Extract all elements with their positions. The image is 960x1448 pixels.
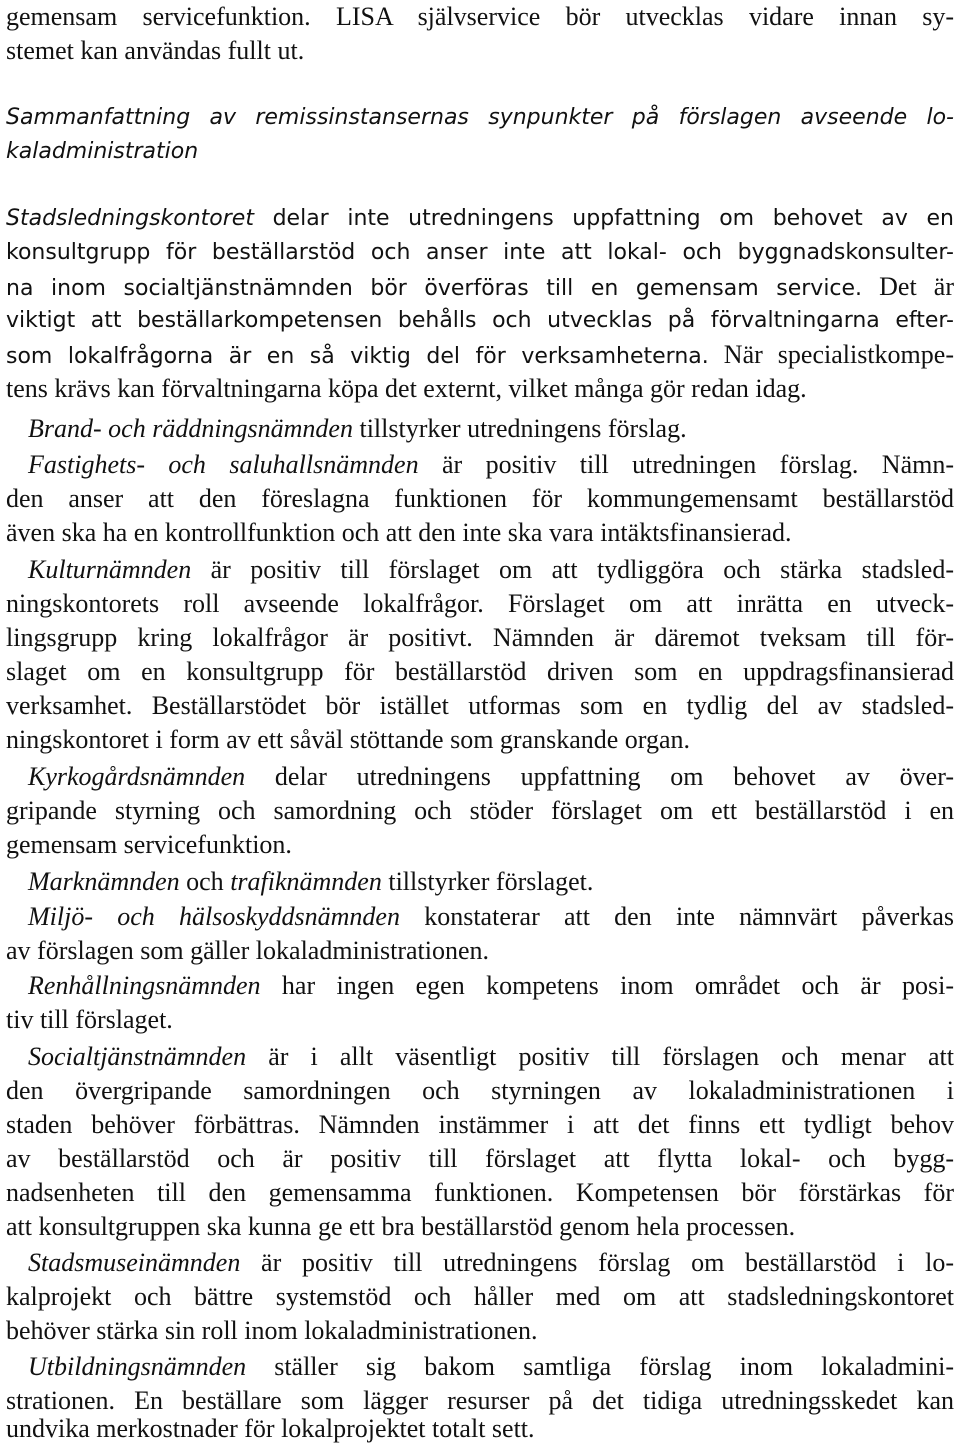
trafik-name: trafiknämnden <box>230 867 382 896</box>
miljo-name: Miljö- och hälsoskyddsnämnden <box>28 902 400 931</box>
stadsledning-line-6: tens krävs kan förvaltningarna köpa det externt, vilket många gör redan idag. <box>6 374 807 403</box>
brand-paragraph: Brand- och räddningsnämnden tillstyrker utredningens förslag. <box>28 414 687 443</box>
social-line-5: nadsenheten till den gemensamma funktionen. Kompetensen bör förstärkas för <box>6 1178 954 1207</box>
stadsledning-line-4: viktigt att beställarkompetensen behålls och utvecklas på förvaltningarna efter- <box>6 308 954 333</box>
social-line-6: att konsultgruppen ska kunna ge ett bra beställarstöd genom hela processen. <box>6 1212 796 1241</box>
renh-line-1: Renhållningsnämnden har ingen egen kompetens inom området och är posi- <box>28 971 954 1000</box>
social-line-1: Socialtjänstnämnden är i allt väsentligt positiv till förslagen och menar att <box>28 1042 954 1071</box>
section-heading-line-1: Sammanfattning av remissinstansernas synpunkter på förslagen avseende lo- <box>6 105 954 130</box>
kultur-name: Kulturnämnden <box>28 555 192 584</box>
stadsmuseum-name: Stadsmuseinämnden <box>28 1248 241 1277</box>
miljo-line-2: av förslagen som gäller lokaladministrationen. <box>6 936 490 965</box>
stadsledning-name: Stadsledningskontoret <box>6 206 254 231</box>
kultur-line-5: verksamhet. Beställarstödet bör istället utformas som en tydlig del av stadsled- <box>6 691 954 720</box>
intro-line-2: stemet kan användas fullt ut. <box>6 36 305 65</box>
kultur-line-2: ningskontorets roll avseende lokalfrågor. Förslaget om att inrätta en utveck- <box>6 589 954 618</box>
stadsmuseum-line-1: Stadsmuseinämnden är positiv till utredningens förslag om beställarstöd i lo- <box>28 1248 954 1277</box>
stadsledning-line-1: Stadsledningskontoret delar inte utredningens uppfattning om behovet av en <box>6 206 954 231</box>
fastighets-line-3: även ska ha en kontrollfunktion och att den inte ska vara intäktsfinansierad. <box>6 518 792 547</box>
stadsmuseum-line-2: kalprojekt och bättre systemstöd och håller med om att stadsledningskontoret <box>6 1282 954 1311</box>
utbildning-name: Utbildningsnämnden <box>28 1352 247 1381</box>
social-line-4: av beställarstöd och är positiv till förslaget att flytta lokal- och bygg- <box>6 1144 954 1173</box>
stadsledning-line-2: konsultgrupp för beställarstöd och anser inte att lokal- och byggnadskonsulter- <box>6 240 954 265</box>
kyrko-line-1: Kyrkogårdsnämnden delar utredningens uppfattning om behovet av över- <box>28 762 954 791</box>
kultur-line-4: slaget om en konsultgrupp för beställarstöd driven som en uppdragsfinansierad <box>6 657 954 686</box>
stadsledning-line-5: som lokalfrågorna är en så viktig del för verksamheterna. När specialistkompe- <box>6 340 954 369</box>
social-name: Socialtjänstnämnden <box>28 1042 247 1071</box>
section-heading-line-2: kaladministration <box>6 139 199 164</box>
fastighets-line-2: den anser att den föreslagna funktionen för kommungemensamt beställarstöd <box>6 484 954 513</box>
stadsledning-line-3: na inom socialtjänstnämnden bör överföras till en gemensam service. Det är <box>6 272 954 301</box>
mark-name: Marknämnden <box>28 867 180 896</box>
mark-paragraph: Marknämnden och trafiknämnden tillstyrker förslaget. <box>28 867 594 896</box>
utbildning-line-1: Utbildningsnämnden ställer sig bakom samtliga förslag inom lokaladmini- <box>28 1352 954 1381</box>
kyrko-name: Kyrkogårdsnämnden <box>28 762 246 791</box>
kultur-line-6: ningskontoret i form av ett såväl stöttande som granskande organ. <box>6 725 691 754</box>
kultur-line-1: Kulturnämnden är positiv till förslaget om att tydliggöra och stärka stadsled- <box>28 555 954 584</box>
renh-line-2: tiv till förslaget. <box>6 1005 173 1034</box>
miljo-line-1: Miljö- och hälsoskyddsnämnden konstaterar att den inte nämnvärt påverkas <box>28 902 954 931</box>
fastighets-line-1: Fastighets- och saluhallsnämnden är positiv till utredningen förslag. Nämn- <box>28 450 954 479</box>
social-line-3: staden behöver förbättras. Nämnden instämmer i att det finns ett tydligt behov <box>6 1110 954 1139</box>
renh-name: Renhållningsnämnden <box>28 971 261 1000</box>
utbildning-line-2: strationen. En beställare som lägger resurser på det tidiga utredningsskedet kan <box>6 1386 954 1415</box>
intro-line-1: gemensam servicefunktion. LISA självservice bör utvecklas vidare innan sy- <box>6 2 954 31</box>
fastighets-name: Fastighets- och saluhallsnämnden <box>28 450 419 479</box>
social-line-2: den övergripande samordningen och styrningen av lokaladministrationen i <box>6 1076 954 1105</box>
utbildning-line-3: undvika merkostnader för lokalprojektet totalt sett. <box>6 1414 535 1443</box>
kultur-line-3: lingsgrupp kring lokalfrågor är positivt. Nämnden är däremot tveksam till för- <box>6 623 954 652</box>
kyrko-line-2: gripande styrning och samordning och stöder förslaget om ett beställarstöd i en <box>6 796 954 825</box>
stadsmuseum-line-3: behöver stärka sin roll inom lokaladministrationen. <box>6 1316 538 1345</box>
brand-name: Brand- och räddningsnämnden <box>28 414 353 443</box>
kyrko-line-3: gemensam servicefunktion. <box>6 830 292 859</box>
